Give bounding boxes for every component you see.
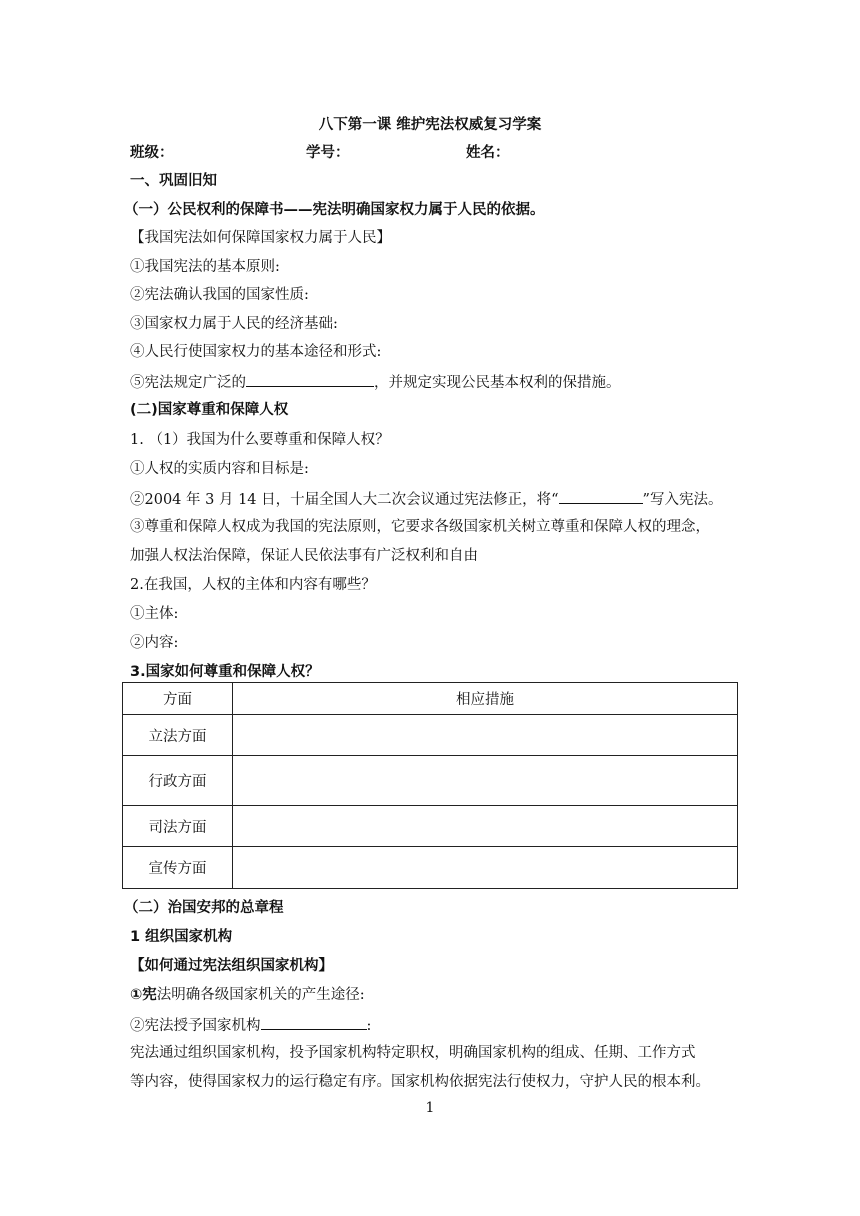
fill-blank[interactable] — [246, 371, 374, 387]
page-number: 1 — [425, 1100, 435, 1116]
measures-table — [122, 682, 738, 889]
item-text: ”写入宪法。 — [642, 492, 723, 508]
fill-blank[interactable] — [261, 1014, 367, 1030]
measure-cell[interactable] — [233, 756, 738, 806]
list-item — [130, 371, 621, 393]
document-title: 八下第一课 维护宪法权威复习学案 — [318, 117, 542, 133]
list-item: ④人民行使国家权力的基本途径和形式: — [130, 344, 382, 360]
table-row — [123, 847, 738, 889]
aspect-cell: 司法方面 — [123, 806, 233, 847]
name-label: 姓名： — [466, 145, 510, 161]
item-text: 法明确各级国家机关的产生途径: — [156, 987, 365, 1003]
question: 2.在我国，人权的主体和内容有哪些？ — [130, 577, 376, 593]
list-item-continued: 加强人权法治保障，保证人民依法事有广泛权利和自由 — [130, 548, 478, 564]
list-item — [130, 488, 722, 510]
question-heading: 【如何通过宪法组织国家机构】 — [130, 958, 333, 974]
item-text: ②2004 年 3 月 14 日，十届全国人大二次会议通过宪法修正，将“ — [130, 492, 559, 508]
paragraph-line: 等内容，使得国家权力的运行稳定有序。国家机构依据宪法行使权力，守护人民的根本利。 — [130, 1074, 710, 1090]
item-text: ①宪 — [130, 987, 157, 1003]
subsection-heading: (二)国家尊重和保障人权 — [130, 402, 289, 418]
aspect-cell: 立法方面 — [123, 715, 233, 756]
question: 1. （1）我国为什么要尊重和保障人权？ — [130, 432, 390, 448]
table-header-row — [123, 683, 738, 715]
aspect-cell: 行政方面 — [123, 756, 233, 806]
list-item — [130, 1014, 371, 1036]
subsection-heading: （二）治国安邦的总章程 — [124, 900, 284, 916]
class-label: 班级： — [130, 145, 174, 161]
measure-cell[interactable] — [233, 847, 738, 889]
question-heading: 【我国宪法如何保障国家权力属于人民】 — [130, 230, 391, 246]
student-info-row — [130, 143, 510, 163]
table-row — [123, 756, 738, 806]
fill-blank[interactable] — [559, 488, 643, 504]
measure-cell[interactable] — [233, 806, 738, 847]
item-text: ，并规定实现公民基本权利的保措施。 — [374, 375, 621, 391]
table-row — [123, 806, 738, 847]
section-heading: 一、巩固旧知 — [130, 173, 217, 189]
item-text: : — [366, 1018, 372, 1034]
aspect-cell: 宣传方面 — [123, 847, 233, 889]
list-item: ②内容: — [130, 635, 179, 651]
list-item: ①人权的实质内容和目标是: — [130, 461, 309, 477]
item-text: ②宪法授予国家机构 — [130, 1018, 261, 1034]
paragraph-line: 宪法通过组织国家机构，投予国家机构特定职权，明确国家机构的组成、任期、工作方式 — [130, 1045, 696, 1061]
list-item: ②宪法确认我国的国家性质: — [130, 287, 309, 303]
list-item — [130, 985, 365, 1005]
question: 3.国家如何尊重和保障人权？ — [130, 664, 320, 680]
item-text: ⑤宪法规定广泛的 — [130, 375, 246, 391]
subsection-heading: （一）公民权利的保障书——宪法明确国家权力属于人民的依据。 — [124, 202, 545, 218]
header-aspect: 方面 — [123, 683, 233, 715]
header-measure: 相应措施 — [233, 683, 738, 715]
table-row — [123, 715, 738, 756]
topic-heading: 1 组织国家机构 — [130, 929, 233, 945]
list-item: ①主体: — [130, 606, 179, 622]
list-item: ③尊重和保障人权成为我国的宪法原则，它要求各级国家机关树立尊重和保障人权的理念， — [130, 519, 710, 535]
list-item: ③国家权力属于人民的经济基础: — [130, 316, 338, 332]
list-item: ①我国宪法的基本原则: — [130, 259, 280, 275]
measure-cell[interactable] — [233, 715, 738, 756]
student-id-label: 学号： — [306, 145, 350, 161]
